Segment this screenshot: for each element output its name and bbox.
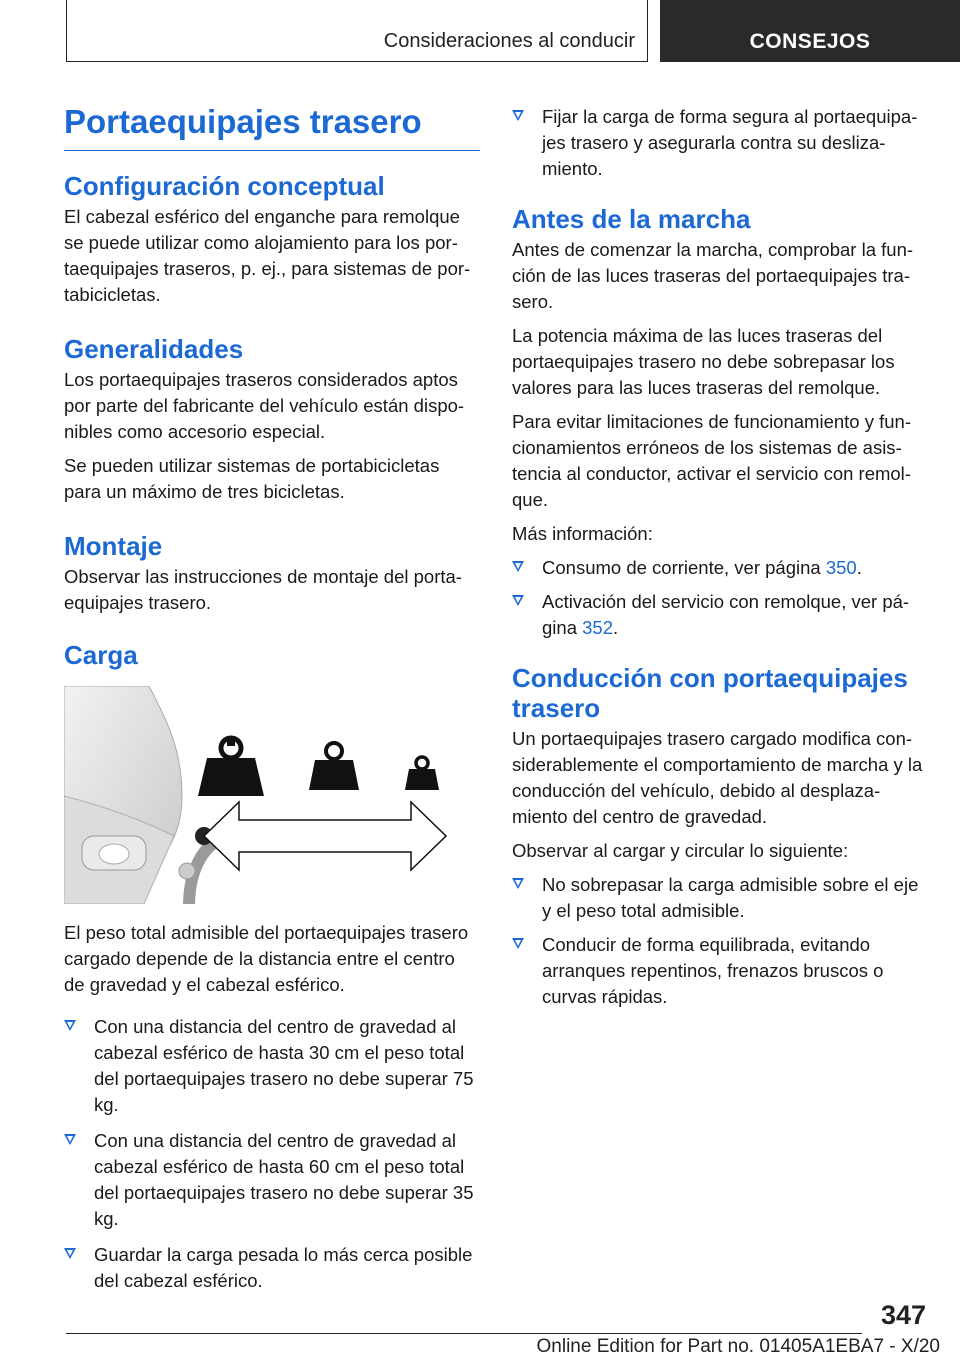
header-section-box (66, 0, 648, 62)
right-column (512, 100, 928, 1010)
heading-mount: Montaje (64, 531, 163, 561)
list-item: Fijar la carga de forma segura al portaequipajes trasero y asegurarla contra su deslizamiento. (512, 104, 928, 182)
page-title: Portaequipajes trasero (64, 100, 480, 151)
concept-text: El cabezal esférico del enganche para remolque se puede utilizar como alojamiento para los portaequipajes traseros, p. ej., para sistemas de portabicicletas. (64, 206, 471, 305)
mount-text: Observar las instrucciones de montaje del portaequipajes trasero. (64, 566, 462, 613)
general-text-2: Se pueden utilizar sistemas de portabicicletas para un máximo de tres bicicletas. (64, 455, 440, 502)
load-illustration (64, 686, 480, 904)
triangle-bullet-icon (64, 1248, 76, 1259)
list-item: No sobrepasar la carga admisible sobre el eje y el peso total admisible. (512, 872, 928, 924)
double-arrow (204, 802, 446, 870)
load-text: El peso total admisible del portaequipajes trasero cargado depende de la distancia entre el centro de gravedad y el cabezal esférico. (64, 922, 469, 995)
list-item: Conducir de forma equilibrada, evitando arranques repentinos, frenazos bruscos o curvas rápidas. (512, 932, 928, 1010)
page-link-350[interactable]: 350 (825, 557, 857, 578)
list-item: Con una distancia del centro de gravedad al cabezal esférico de hasta 60 cm el peso total del portaequipajes trasero no debe superar 35 kg. (64, 1128, 480, 1232)
before-text-1: Antes de comenzar la marcha, comprobar la función de las luces traseras del portaequipajes trasero. (512, 239, 914, 312)
triangle-bullet-icon (64, 1134, 76, 1145)
list-item: Guardar la carga pesada lo más cerca posible del cabezal esférico. (64, 1242, 480, 1294)
header-chapter-label: CONSEJOS (749, 30, 871, 53)
list-item: Activación del servicio con remolque, ver página 352. (512, 589, 928, 641)
driving-text-1: Un portaequipajes trasero cargado modifica considerablemente el comportamiento de marcha y la conducción del vehículo, debido al desplazamiento del centro de gravedad. (512, 728, 923, 827)
weight-large-icon (198, 738, 264, 796)
footer-divider (66, 1333, 862, 1334)
triangle-bullet-icon (512, 110, 524, 121)
triangle-bullet-icon (512, 561, 524, 572)
header-chapter-tab[interactable] (660, 0, 960, 62)
driving-text-2: Observar al cargar y circular lo siguiente: (512, 840, 849, 861)
list-item: Con una distancia del centro de gravedad al cabezal esférico de hasta 30 cm el peso total del portaequipajes trasero no debe superar 75 kg. (64, 1014, 480, 1118)
list-item: Consumo de corriente, ver página 350. (512, 555, 928, 581)
more-info-label: Más información: (512, 523, 653, 544)
general-text-1: Los portaequipajes traseros considerados aptos por parte del fabricante del vehículo están disponibles como accesorio especial. (64, 369, 465, 442)
triangle-bullet-icon (64, 1020, 76, 1031)
header-section-title: Consideraciones al conducir (383, 30, 635, 52)
heading-before: Antes de la marcha (512, 204, 751, 234)
heading-concept: Configuración conceptual (64, 171, 385, 201)
page-link-352[interactable]: 352 (582, 617, 613, 638)
page-number: 347 (880, 1300, 926, 1330)
triangle-bullet-icon (512, 938, 524, 949)
weight-medium-icon (309, 743, 359, 790)
heading-general: Generalidades (64, 334, 244, 364)
footer-text: Online Edition for Part no. 01405A1EBA7 - X/20 (536, 1336, 940, 1357)
heading-driving: Conducción con portaequipajes trasero (512, 663, 908, 723)
left-column (64, 100, 480, 1294)
triangle-bullet-icon (512, 595, 524, 606)
before-text-3: Para evitar limitaciones de funcionamiento y funcionamientos erróneos de los sistemas de asistencia al conductor, activar el servicio con remolque. (512, 411, 911, 510)
triangle-bullet-icon (512, 878, 524, 889)
weight-small-icon (405, 757, 439, 790)
heading-load: Carga (64, 640, 138, 670)
before-text-2: La potencia máxima de las luces traseras del portaequipajes trasero no debe sobrepasar los valores para las luces traseras del remolque. (512, 325, 895, 398)
